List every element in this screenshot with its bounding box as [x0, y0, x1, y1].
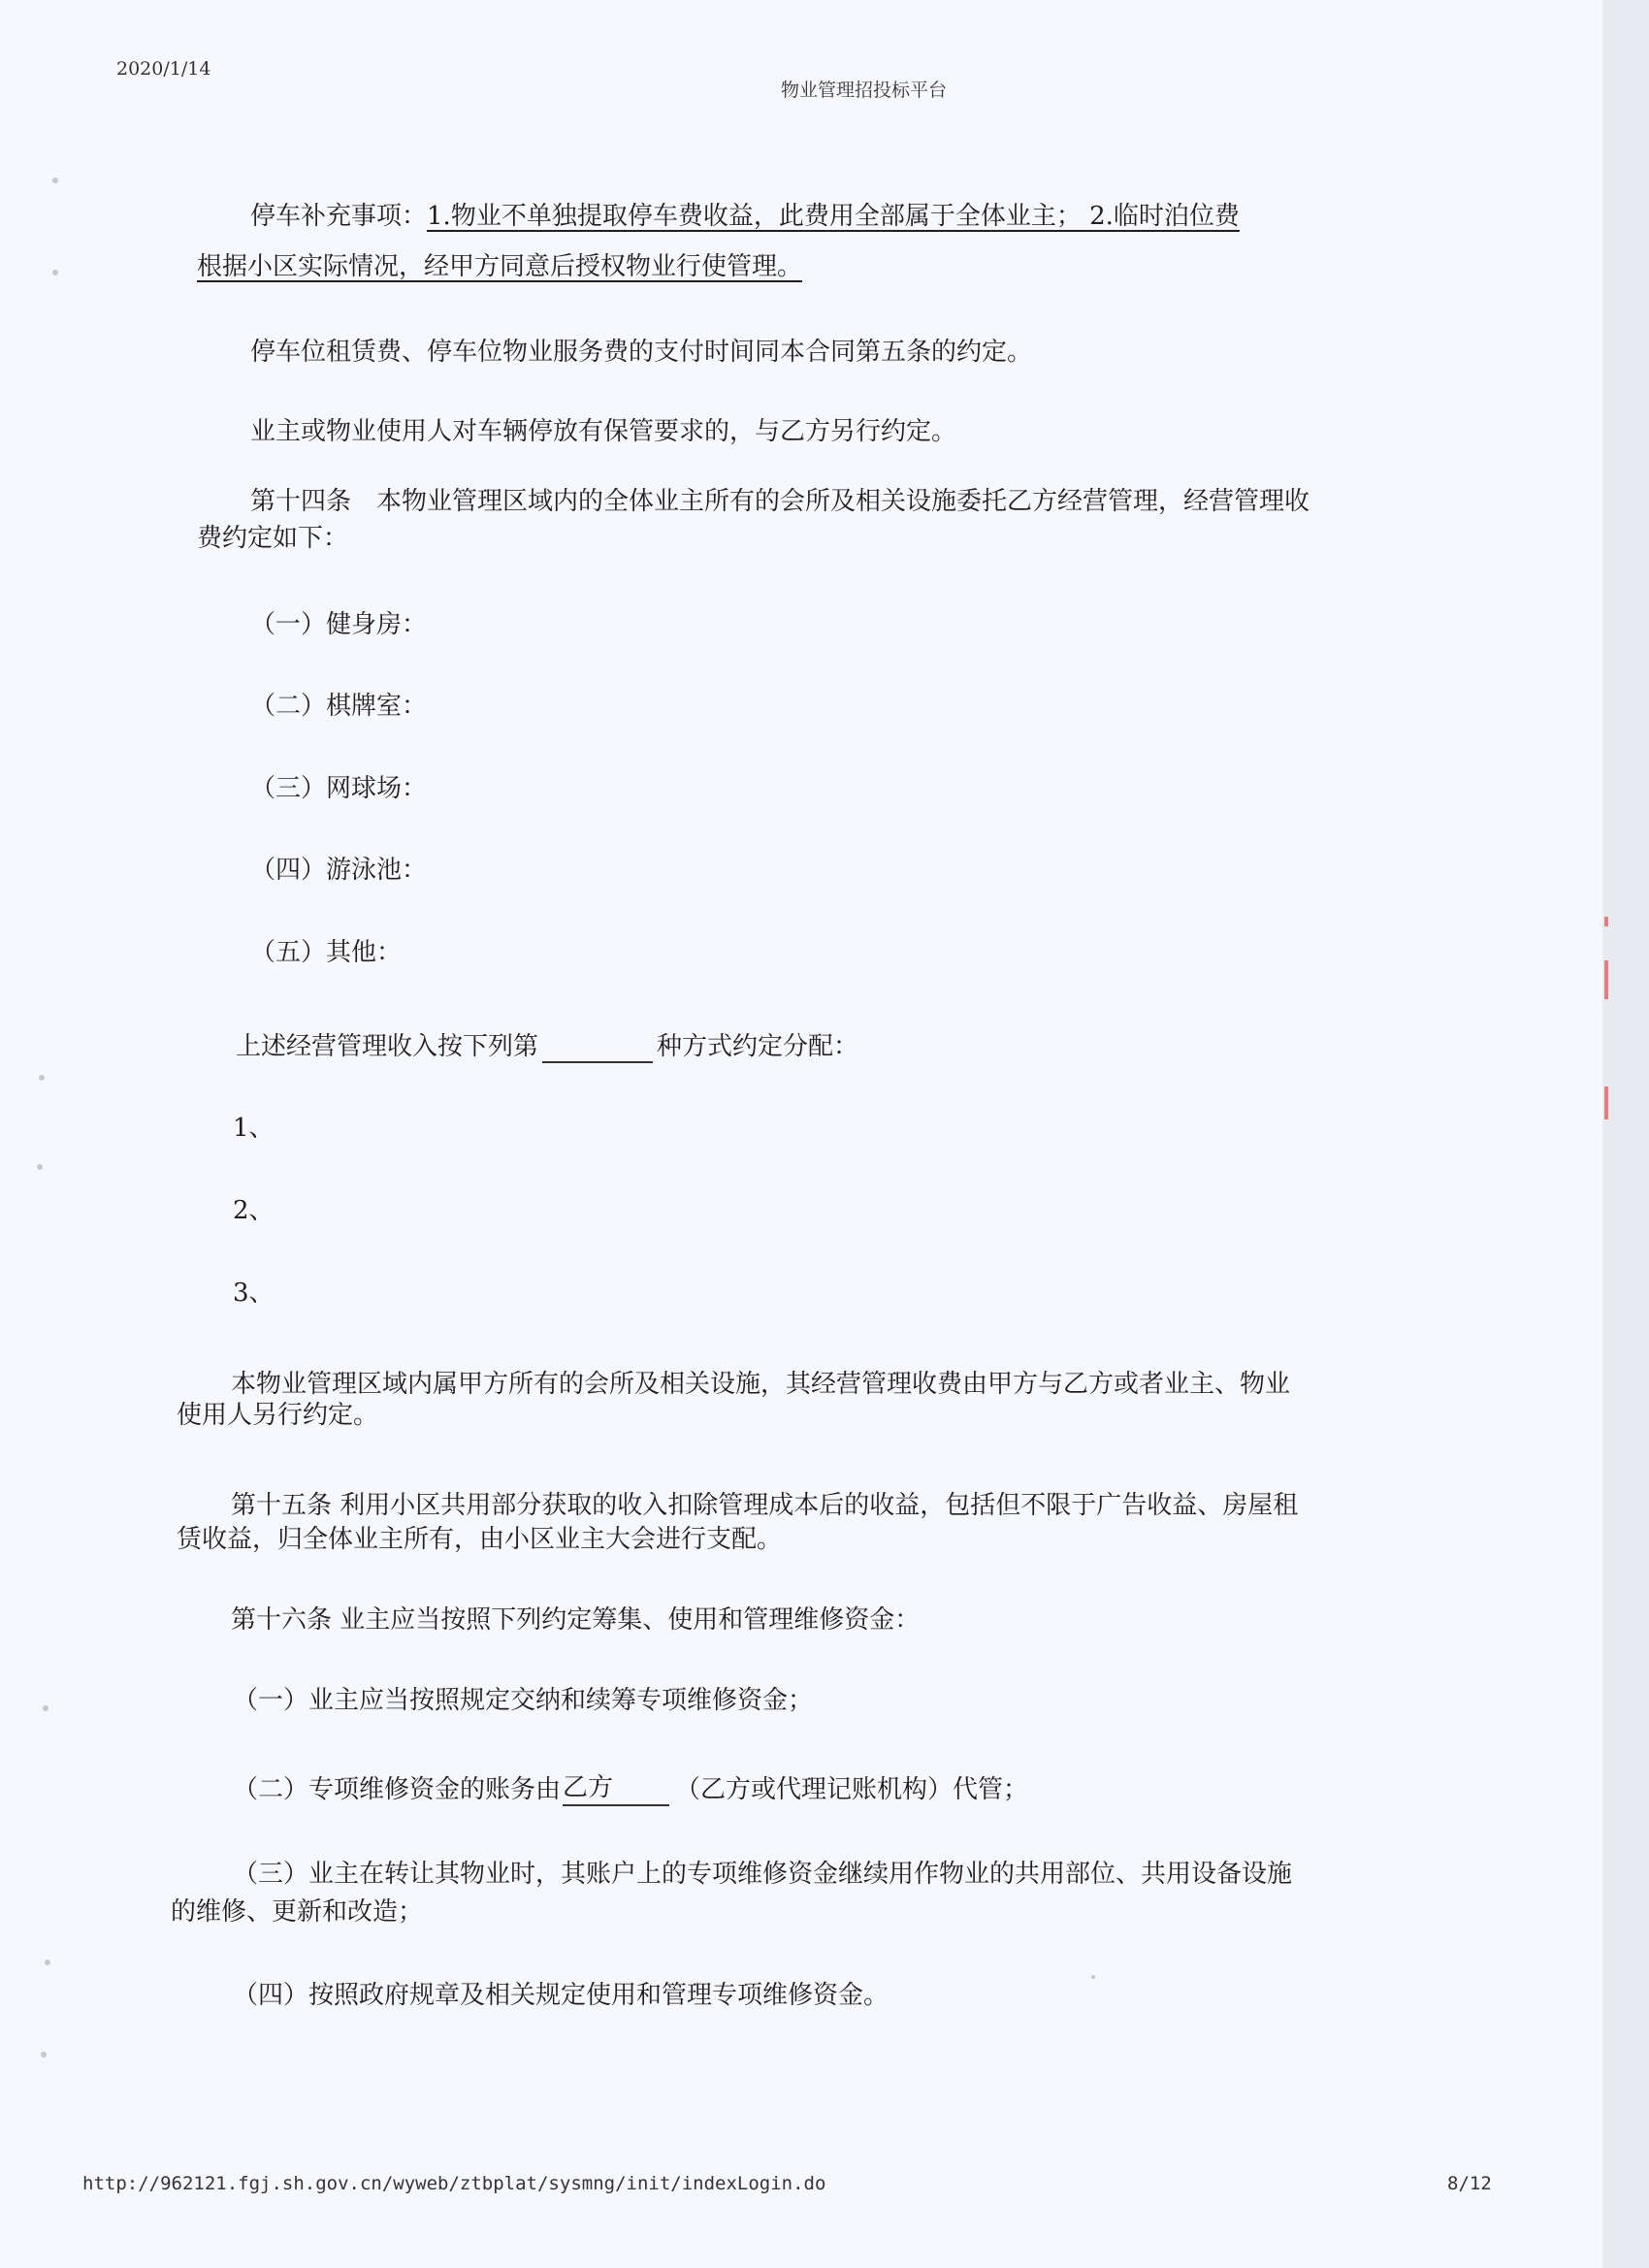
article-16-item-1: （一）业主应当按照规定交纳和续筹专项维修资金； [233, 1686, 814, 1715]
article-16-item-2 [233, 1771, 1028, 1806]
article-15-line-2: 赁收益，归全体业主所有，由小区业主大会进行支配。 [177, 1525, 783, 1554]
scan-speck [45, 1960, 50, 1965]
facility-other: （五）其他： [250, 938, 403, 967]
parking-supplement [250, 200, 1240, 233]
distribution-item-1: 1、 [233, 1114, 275, 1143]
owner-facilities-line-2: 使用人另行约定。 [177, 1401, 379, 1430]
facility-tennis-court: （三）网球场： [250, 774, 428, 803]
owner-facilities-line-1: 本物业管理区域内属甲方所有的会所及相关设施，其经营管理收费由甲方与乙方或者业主、物业 [231, 1370, 1291, 1399]
scan-mark [1604, 1086, 1608, 1119]
scan-speck [1091, 1975, 1095, 1979]
parking-supplement-text-2: 根据小区实际情况，经甲方同意后授权物业行使管理。 [197, 252, 803, 281]
article-14-line-2: 费约定如下： [197, 524, 349, 553]
article-16-item-2-prefix: （二）专项维修资金的账务由 [233, 1775, 562, 1804]
footer-url: http://962121.fgj.sh.gov.cn/wyweb/ztbplat/sysmng/init/indexLogin.do [82, 2173, 826, 2194]
parking-supplement-label: 停车补充事项： [250, 202, 428, 231]
parking-custody-clause: 业主或物业使用人对车辆停放有保管要求的，与乙方另行约定。 [250, 417, 957, 446]
scan-speck [39, 1075, 45, 1081]
print-date: 2020/1/14 [116, 58, 211, 80]
article-15-line-1: 第十五条 利用小区共用部分获取的收入扣除管理成本后的收益，包括但不限于广告收益、房屋租 [231, 1491, 1299, 1520]
scan-mark [1604, 960, 1608, 999]
scan-edge [1602, 0, 1649, 2268]
article-16: 第十六条 业主应当按照下列约定筹集、使用和管理维修资金： [231, 1605, 921, 1635]
article-14-line-1: 第十四条 本物业管理区域内的全体业主所有的会所及相关设施委托乙方经营管理，经营管理收 [250, 487, 1310, 516]
distribution-clause [236, 1030, 858, 1063]
distribution-suffix: 种方式约定分配： [657, 1032, 859, 1061]
scan-speck [37, 1164, 43, 1170]
distribution-item-3: 3、 [233, 1279, 275, 1308]
parking-supplement-text-1: 1.物业不单独提取停车费收益，此费用全部属于全体业主； 2.临时泊位费 [427, 202, 1240, 231]
article-16-item-4: （四）按照政府规章及相关规定使用和管理专项维修资金。 [233, 1981, 889, 2010]
scan-speck [52, 178, 58, 183]
scan-speck [41, 2052, 47, 2057]
facility-chess-room: （二）棋牌室： [250, 692, 428, 721]
distribution-item-2: 2、 [233, 1196, 275, 1225]
distribution-prefix: 上述经营管理收入按下列第 [236, 1032, 539, 1061]
distribution-blank [542, 1032, 653, 1063]
page-number: 8/12 [1447, 2173, 1492, 2194]
article-16-item-3-line-1: （三）业主在转让其物业时，其账户上的专项维修资金继续用作物业的共用部位、共用设备设施 [233, 1860, 1293, 1889]
scan-speck [43, 1705, 48, 1711]
facility-swimming-pool: （四）游泳池： [250, 856, 428, 885]
facility-gym: （一）健身房： [250, 610, 428, 639]
scan-mark [1604, 917, 1608, 926]
parking-payment-clause: 停车位租赁费、停车位物业服务费的支付时间同本合同第五条的约定。 [250, 338, 1033, 367]
scan-speck [52, 270, 58, 275]
account-manager-value: 乙方 [563, 1771, 669, 1806]
site-title: 物业管理招投标平台 [781, 80, 948, 101]
article-16-item-2-suffix: （乙方或代理记账机构）代管； [675, 1775, 1029, 1804]
article-16-item-3-line-2: 的维修、更新和改造； [171, 1897, 424, 1927]
